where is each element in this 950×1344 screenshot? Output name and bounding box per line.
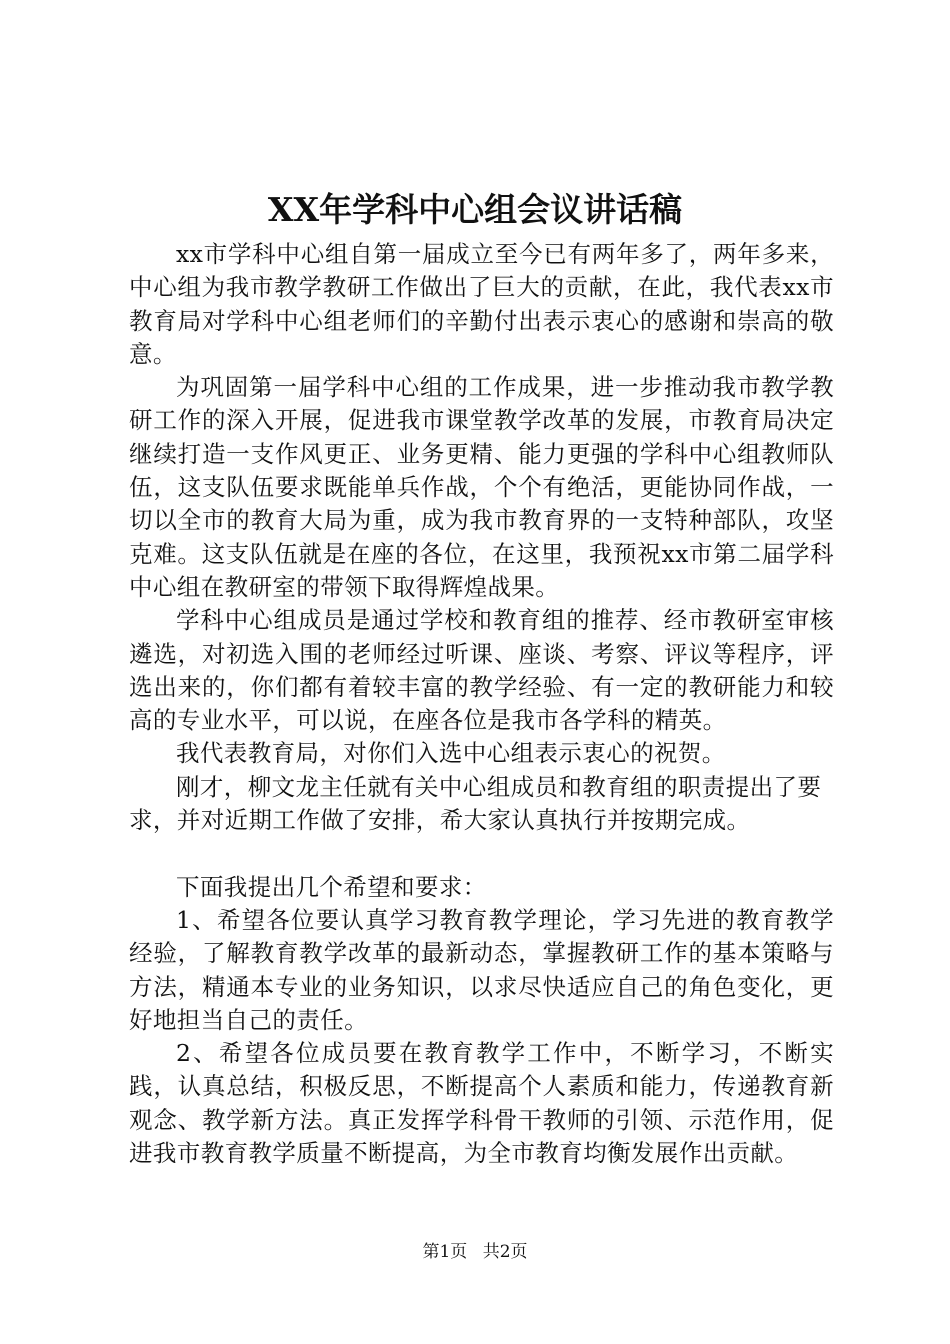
page-number: 第1页 [422, 1242, 468, 1262]
paragraph-requirements-intro: 刚才，柳文龙主任就有关中心组成员和教育组的职责提出了要求，并对近期工作做了安排，希大家认真执行并按期完成。 [129, 772, 822, 835]
paragraph-consolidate: 为巩固第一届学科中心组的工作成果，进一步推动我市教学教研工作的深入开展，促进我市课堂教学改革的发展，市教育局决定继续打造一支作风更正、业务更精、能力更强的学科中心组教师队伍，这支队伍要求既能单兵作战，个个有绝活，更能协同作战，一切以全市的教育大局为重，成为我市教育界的一支特种部队，攻坚克难。这支队伍就是在座的各位，在这里，我预祝xx市第二届学科中心组在教研室的带领下取得辉煌战果。 [129, 373, 834, 601]
page-total: 共2页 [482, 1242, 528, 1262]
paragraph-congratulations: 我代表教育局，对你们入选中心组表示衷心的祝贺。 [176, 739, 726, 768]
page-footer [0, 1240, 950, 1264]
document-title: XX年学科中心组会议讲话稿 [267, 190, 683, 229]
paragraph-hope-1: 1、希望各位要认真学习教育教学理论，学习先进的教育教学经验，了解教育教学改革的最新动态，掌握教研工作的基本策略与方法，精通本专业的业务知识，以求尽快适应自己的角色变化，更好地担当自己的责任。 [129, 905, 834, 1034]
paragraph-spacer [129, 837, 834, 870]
document-body [129, 238, 834, 1170]
paragraph-hope-2: 2、希望各位成员要在教育教学工作中，不断学习，不断实践，认真总结，积极反思，不断提高个人素质和能力，传递教育新观念、教学新方法。真正发挥学科骨干教师的引领、示范作用，促进我市教育教学质量不断提高，为全市教育均衡发展作出贡献。 [129, 1039, 834, 1168]
paragraph-hopes-heading: 下面我提出几个希望和要求： [176, 872, 487, 901]
paragraph-intro: xx市学科中心组自第一届成立至今已有两年多了，两年多来，中心组为我市教学教研工作做出了巨大的贡献，在此，我代表xx市教育局对学科中心组老师们的辛勤付出表示衷心的感谢和崇高的敬意。 [129, 240, 834, 368]
paragraph-members: 学科中心组成员是通过学校和教育组的推荐、经市教研室审核遴选，对初选入围的老师经过听课、座谈、考察、评议等程序，评选出来的，你们都有着较丰富的教学经验、有一定的教研能力和较高的专业水平，可以说，在座各位是我市各学科的精英。 [129, 606, 834, 735]
